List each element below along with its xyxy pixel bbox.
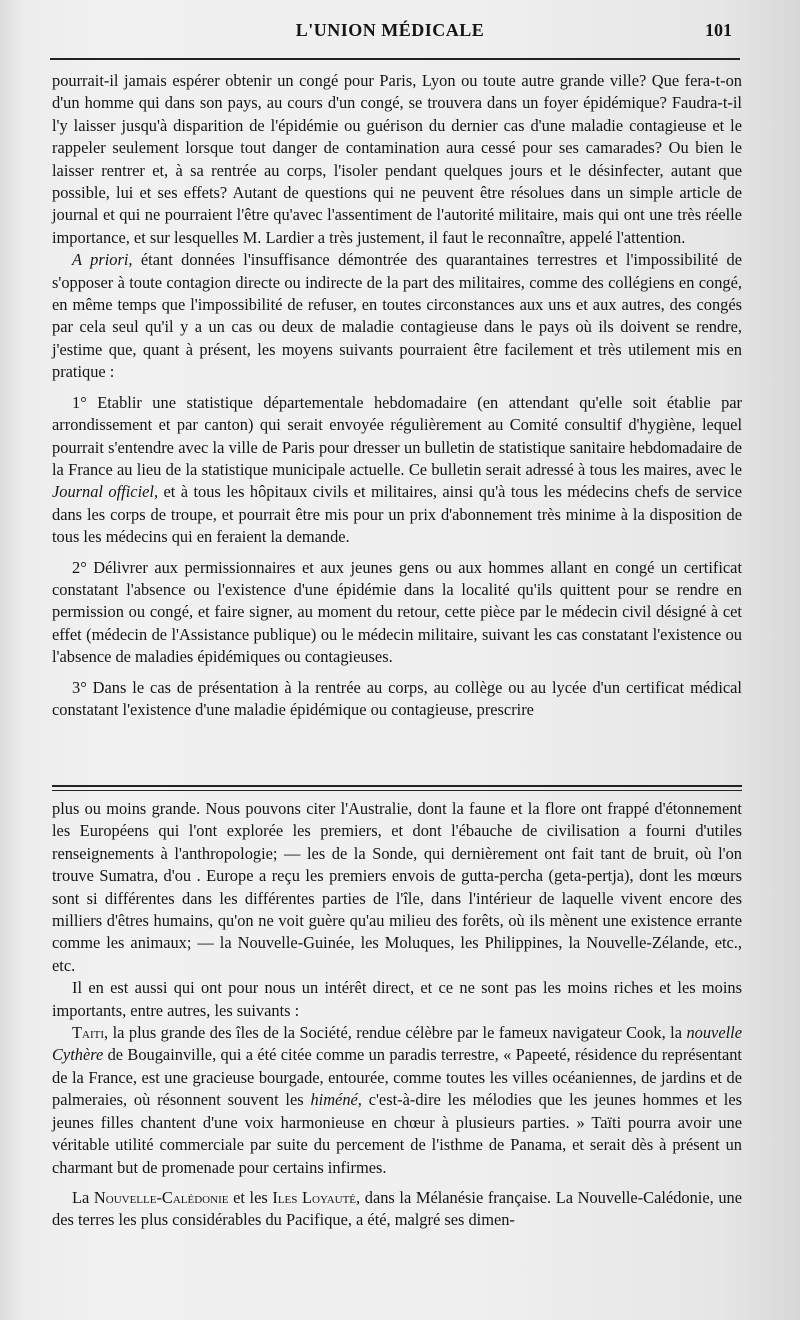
paragraph-text: et les — [228, 1187, 273, 1207]
paragraph-text: La — [72, 1187, 94, 1207]
paragraph-text: c'est-à-dire les mélodies que les jeunes hommes et les jeunes filles chantent d'une voix harmonieuse en chœur à plusieurs parties. » Taïti pourra avoir une véritable utilité commerciale par suite du percement de l'isthme de Panama, et serait dès à présent un charmant but de promenade pour certains infirmes. — [52, 1090, 742, 1177]
header-rule — [50, 58, 740, 60]
italic-phrase: Journal officiel, — [52, 482, 159, 502]
page-number: 101 — [705, 20, 732, 40]
paragraph-text: la plus grande des îles de la Société, rendue célèbre par le fameux navigateur Cook, la — [108, 1023, 687, 1043]
paragraph-text: de Bougainville, qui a été citée comme un paradis terrestre, « Papeeté, résidence du représentant de la France, est une gracieuse bourgade, entourée, comme toutes les villes océaniennes, de jardins et de palmeraies, où résonnent souvent les — [52, 1045, 742, 1110]
paragraph: plus ou moins grande. Nous pouvons citer l'Australie, dont la faune et la flore ont frappé d'étonnement les Européens qui l'ont explorée les premiers, et dont l'ébauche de civilisation a fourni d'utiles renseignements à l'anthropologie; — les de la Sonde, qui dernièrement ont fait tant de bruit, où l'on trouve Sumatra, d'ou . Europe a reçu les premiers envois de gutta-percha (geta-pertja), dont les mœurs sont si différentes dans les différentes parties de l'île, dans l'intérieur de laquelle vivent encore des milliers d'êtres humains, qu'on ne voit guère qu'au milieu des forêts, où ils mènent une existence errante comme les animaux; — la Nouvelle-Guinée, les Moluques, les Philippines, la Nouvelle-Zélande, etc., etc. — [52, 799, 742, 975]
running-title: L'UNION MÉDICALE — [295, 20, 485, 40]
italic-phrase: himéné, — [310, 1090, 362, 1110]
paragraph — [52, 1022, 742, 1179]
italic-phrase: A priori, — [72, 250, 133, 270]
page-header — [48, 20, 732, 46]
paragraph: 2° Délivrer aux permissionnaires et aux jeunes gens ou aux hommes allant en congé un certificat constatant l'absence ou l'existence d'une épidémie dans la localité qu'ils quittent pour se rendre en permission ou congé, et faire signer, au moment du retour, cette pièce par le médecin civil désigné à cet effet (médecin de l'Assistance publique) ou le médecin militaire, suivant les cas constatant l'existence ou l'absence de maladies épidémiques ou contagieuses. — [52, 557, 742, 667]
paragraph — [52, 392, 742, 549]
paragraph-text: 1° Etablir une statistique départementale hebdomadaire (en attendant qu'elle soit établie par arrondissement et par canton) qui serait envoyée régulièrement au Comité consultif d'hygiène, lequel pourrait s'entendre avec la ville de Paris pour dresser un bulletin de statistique sanitaire hebdomadaire de la France au lieu de la statistique municipale actuelle. Ce bulletin serait adressé à tous les maires, avec le — [52, 392, 742, 479]
paragraph-text: dans la Mélanésie française. La Nouvelle-Calédonie, une des terres les plus considérables du Pacifique, a été, malgré ses dimen- — [52, 1187, 742, 1230]
paragraph: Il en est aussi qui ont pour nous un intérêt direct, et ce ne sont pas les moins riches et les moins importants, entre autres, les suivants : — [52, 978, 742, 1020]
paragraph: pourrait-il jamais espérer obtenir un congé pour Paris, Lyon ou toute autre grande ville? Que fera-t-on d'un homme qui dans son pays, au cours d'un congé, se trouvera dans un foyer épidémique? Faudra-t-il l'y laisser jusqu'à disparition de l'épidémie ou guérison du dernier cas d'une maladie contagieuse et le rappeler seulement lorsque tout danger de contamination aura cessé pour ses camarades? Ou bien le laisser rentrer et, à sa rentrée au corps, l'isoler pendant quelques jours et le désinfecter, autant que possible, lui et ses effets? Autant de questions qui ne peuvent être résolues dans un simple article de journal et qui ne pourraient l'être qu'avec l'assentiment de l'autorité militaire, mais qui ont une très réelle importance, et sur lesquelles M. Lardier a très justement, il faut le reconnaître, appelé l'attention. — [52, 71, 742, 247]
paragraph — [52, 249, 742, 383]
small-caps-term: Nouvelle-Calédonie — [93, 1187, 229, 1207]
section-divider — [52, 785, 742, 791]
paragraph-text: et à tous les hôpitaux civils et militaires, ainsi qu'à tous les médecins chefs de service dans les corps de troupe, et pourrait être mis pour un prix d'abonnement très minime à la disposition de tous les médecins qui en feraient la demande. — [52, 482, 742, 547]
paragraph-text: étant données l'insuffisance démontrée des quarantaines terrestres et l'impossibilité de s'opposer à toute contagion directe ou indirecte de la part des militaires, comme des collégiens en congé, en même temps que l'impossibilité de refuser, en toutes circonstances aux uns et aux autres, des congés par cela seul qu'il y a un cas ou deux de maladie contagieuse dans le pays où ils doivent se rendre, j'estime que, quant à présent, les moyens suivants pourraient être facilement et très utilement mis en pratique : — [52, 250, 742, 382]
lower-article — [52, 798, 742, 1232]
small-caps-term: Iles Loyauté, — [272, 1187, 361, 1207]
paragraph: 3° Dans le cas de présentation à la rentrée au corps, au collège ou au lycée d'un certificat médical constatant l'existence d'une maladie épidémique ou contagieuse, prescrire — [52, 677, 742, 719]
upper-article — [52, 70, 742, 721]
italic-phrase: nouvelle Cythère — [52, 1023, 742, 1065]
small-caps-term: Taiti, — [72, 1023, 109, 1043]
paragraph — [52, 1187, 742, 1232]
